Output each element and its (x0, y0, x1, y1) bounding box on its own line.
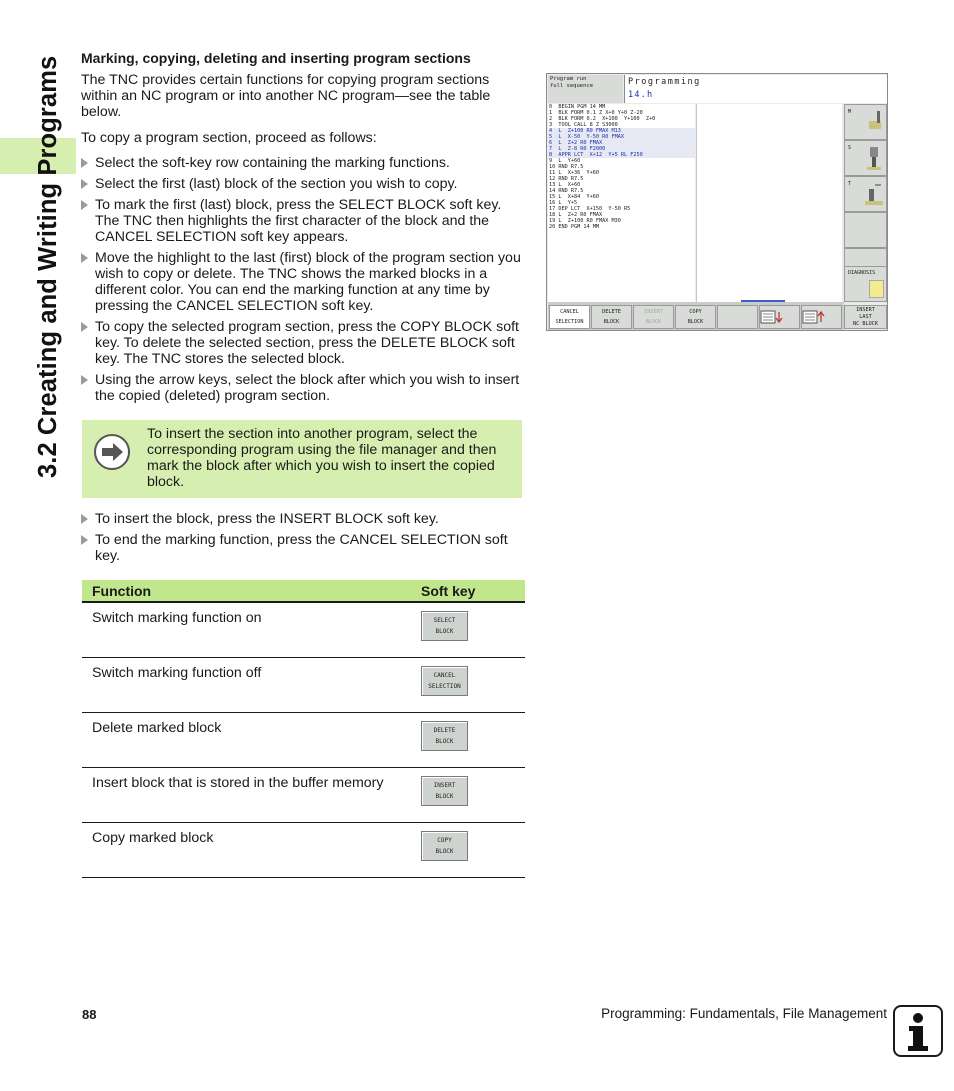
function-cell: Copy marked block (82, 823, 411, 878)
step-item (81, 155, 526, 171)
program-line[interactable]: 11 L X+36 Y+60 (549, 170, 599, 176)
note-box (82, 420, 522, 498)
softkey-label: DELETE (602, 309, 621, 315)
programming-title: Programming (628, 77, 701, 87)
step-item (81, 532, 526, 564)
step-arrow-icon (81, 179, 88, 189)
softkey-label: INSERT (856, 306, 875, 313)
step-text: Select the soft-key row containing the marking functions. (95, 155, 450, 171)
table-row (82, 658, 525, 713)
step-arrow-icon (81, 200, 88, 210)
softkey-label: BLOCK (435, 628, 454, 635)
vertical-softkey-m[interactable] (844, 104, 887, 140)
page-number: 88 (82, 1007, 97, 1022)
step-arrow-icon (81, 535, 88, 545)
softkey-delete-block[interactable] (591, 305, 632, 329)
softkey-button-select-block[interactable] (421, 611, 468, 641)
procedure-intro: To copy a program section, proceed as follows: (81, 130, 377, 146)
table-row (82, 713, 525, 768)
function-cell: Insert block that is stored in the buffer memory (82, 768, 411, 823)
program-line[interactable]: 3 TOOL CALL 8 Z S3000 (549, 122, 618, 128)
softkey-label: BLOCK (435, 738, 454, 745)
softkey-label: T (848, 181, 852, 187)
step-arrow-icon (81, 322, 88, 332)
chapter-title-vertical: 3.2 Creating and Writing Programs (34, 55, 62, 478)
program-line[interactable]: 6 L Z+2 R0 FMAX (548, 140, 695, 146)
softkey-cell (411, 658, 525, 713)
softkey-scroll-down[interactable] (759, 305, 800, 329)
function-table (82, 580, 525, 878)
softkey-empty[interactable] (717, 305, 758, 329)
softkey-label: DIAGNOSIS (848, 270, 876, 276)
softkey-label: BLOCK (687, 319, 704, 325)
softkey-label: COPY (437, 837, 452, 844)
mode-label: full sequence (550, 83, 594, 89)
step-arrow-icon (81, 158, 88, 168)
softkey-label: LAST (859, 313, 872, 320)
softkey-label: NC BLOCK (853, 320, 878, 327)
program-line[interactable]: 4 L Z+100 R0 FMAX M13 (548, 128, 695, 134)
program-line[interactable]: 15 L X+84 Y+60 (549, 194, 599, 200)
program-line[interactable]: 12 RND R7.5 (549, 176, 584, 182)
softkey-cell (411, 602, 525, 658)
softkey-cell (411, 823, 525, 878)
program-line[interactable]: 19 L Z+100 R0 FMAX M30 (549, 218, 621, 224)
softkey-label: INSERT (644, 309, 663, 315)
function-cell: Switch marking function off (82, 658, 411, 713)
graphic-area (696, 104, 842, 302)
page-up-icon (802, 310, 826, 324)
softkey-insert-last-nc-block[interactable] (844, 305, 887, 329)
program-line[interactable]: 16 L Y+5 (549, 200, 578, 206)
softkey-label: DELETE (433, 727, 456, 734)
softkey-cancel-selection[interactable] (549, 305, 590, 329)
diagnosis-icon (869, 280, 884, 298)
info-icon (893, 1005, 943, 1057)
tool-icon (867, 145, 881, 171)
softkey-label: M (848, 109, 852, 115)
vertical-softkey-empty[interactable] (844, 212, 887, 248)
softkey-label: BLOCK (645, 319, 662, 325)
softkey-label: CANCEL (560, 309, 579, 315)
step-text: Using the arrow keys, select the block after which you wish to insert the copied (deleted) program section. (95, 372, 520, 404)
table-row (82, 768, 525, 823)
softkey-label: COPY (689, 309, 702, 315)
program-line[interactable]: 7 L Z-8 R0 F2000 (548, 146, 695, 152)
step-text: To insert the block, press the INSERT BLOCK soft key. (95, 511, 439, 527)
step-text: Move the highlight to the last (first) block of the program section you wish to copy or delete. The TNC shows the marked blocks in a different color. You can end the marking function at any time by pressing the CANCEL SELECTION soft key. (95, 250, 521, 314)
operating-mode-panel (548, 75, 623, 103)
softkey-label: CANCEL (433, 672, 456, 679)
program-line[interactable]: 18 L Z+2 R0 FMAX (549, 212, 603, 218)
softkey-button-cancel-selection[interactable] (421, 666, 468, 696)
table-row (82, 823, 525, 878)
softkey-scroll-up[interactable] (801, 305, 842, 329)
step-text: To end the marking function, press the CANCEL SELECTION soft key. (95, 532, 508, 564)
softkey-cell (411, 713, 525, 768)
program-line[interactable]: 13 L X+60 (549, 182, 581, 188)
note-text: To insert the section into another program, select the corresponding program using the file manager and then mark the block after which you wish to insert the copied block. (147, 426, 497, 490)
column-header-function: Function (82, 580, 411, 602)
step-item (81, 197, 526, 245)
running-title: Programming: Fundamentals, File Management (601, 1006, 887, 1021)
function-cell: Switch marking function on (82, 602, 411, 658)
program-line[interactable]: 5 L X-50 Y-50 R0 FMAX (548, 134, 695, 140)
program-listing[interactable] (548, 104, 695, 302)
program-line[interactable]: 8 APPR LCT X+12 Y+5 RL F250 (548, 152, 695, 158)
step-text: To copy the selected program section, press the COPY BLOCK soft key. To delete the selected section, press the DELETE BLOCK soft key. The TNC stores the selected block. (95, 319, 519, 367)
tool-change-icon (865, 181, 883, 207)
step-text: Select the first (last) block of the section you wish to copy. (95, 176, 458, 192)
softkey-label: BLOCK (435, 848, 454, 855)
section-heading: Marking, copying, deleting and inserting program sections (81, 50, 471, 66)
step-item (81, 511, 526, 527)
softkey-button-delete-block[interactable] (421, 721, 468, 751)
program-line[interactable]: 0 BEGIN PGM 14 MM (549, 104, 606, 110)
step-item (81, 372, 526, 404)
program-line[interactable]: 1 BLK FORM 0.1 Z X+0 Y+0 Z-20 (549, 110, 643, 116)
vertical-softkey-s[interactable] (844, 140, 887, 176)
tnc-screenshot (546, 73, 888, 331)
table-row (82, 602, 525, 658)
programming-header (624, 75, 887, 103)
step-text: To mark the first (last) block, press the SELECT BLOCK soft key. The TNC then highlights the first character of the block and the CANCEL SELECTION soft key appears. (95, 197, 502, 245)
program-line[interactable]: 2 BLK FORM 0.2 X+100 Y+100 Z+0 (549, 116, 656, 122)
program-filename: 14.h (628, 90, 654, 100)
softkey-label: SELECT (433, 617, 456, 624)
softkey-insert-block[interactable] (633, 305, 674, 329)
step-item (81, 319, 526, 367)
step-arrow-icon (81, 375, 88, 385)
step-arrow-icon (81, 253, 88, 263)
softkey-label: BLOCK (603, 319, 620, 325)
intro-paragraph: The TNC provides certain functions for copying program sections within an NC program or into another NC program—see the table below. (81, 72, 491, 120)
program-line[interactable]: 17 DEP LCT X+150 Y-50 R5 (549, 206, 631, 212)
program-line[interactable]: 9 L Y+60 (549, 158, 581, 164)
column-header-softkey: Soft key (411, 580, 525, 602)
step-item (81, 250, 526, 314)
softkey-copy-block[interactable] (675, 305, 716, 329)
softkey-label: SELECTION (555, 319, 584, 325)
program-line[interactable]: 10 RND R7.5 (549, 164, 584, 170)
program-line[interactable]: 20 END PGM 14 MM (549, 224, 599, 230)
softkey-button-insert-block[interactable] (421, 776, 468, 806)
softkey-label: SELECTION (428, 683, 461, 690)
vertical-softkey-t[interactable] (844, 176, 887, 212)
softkey-button-copy-block[interactable] (421, 831, 468, 861)
vertical-softkey-diagnosis[interactable] (844, 266, 887, 302)
spindle-icon (867, 109, 883, 133)
softkey-label: S (848, 145, 852, 151)
mode-label: Program run (550, 76, 587, 82)
function-cell: Delete marked block (82, 713, 411, 768)
softkey-label: BLOCK (435, 793, 454, 800)
softkey-cell (411, 768, 525, 823)
arrow-right-circle-icon (93, 433, 131, 471)
table-header-row (82, 580, 525, 602)
step-item (81, 176, 526, 192)
softkey-label: INSERT (433, 782, 456, 789)
page-down-icon (760, 310, 784, 324)
program-line[interactable]: 14 RND R7.5 (549, 188, 584, 194)
step-arrow-icon (81, 514, 88, 524)
